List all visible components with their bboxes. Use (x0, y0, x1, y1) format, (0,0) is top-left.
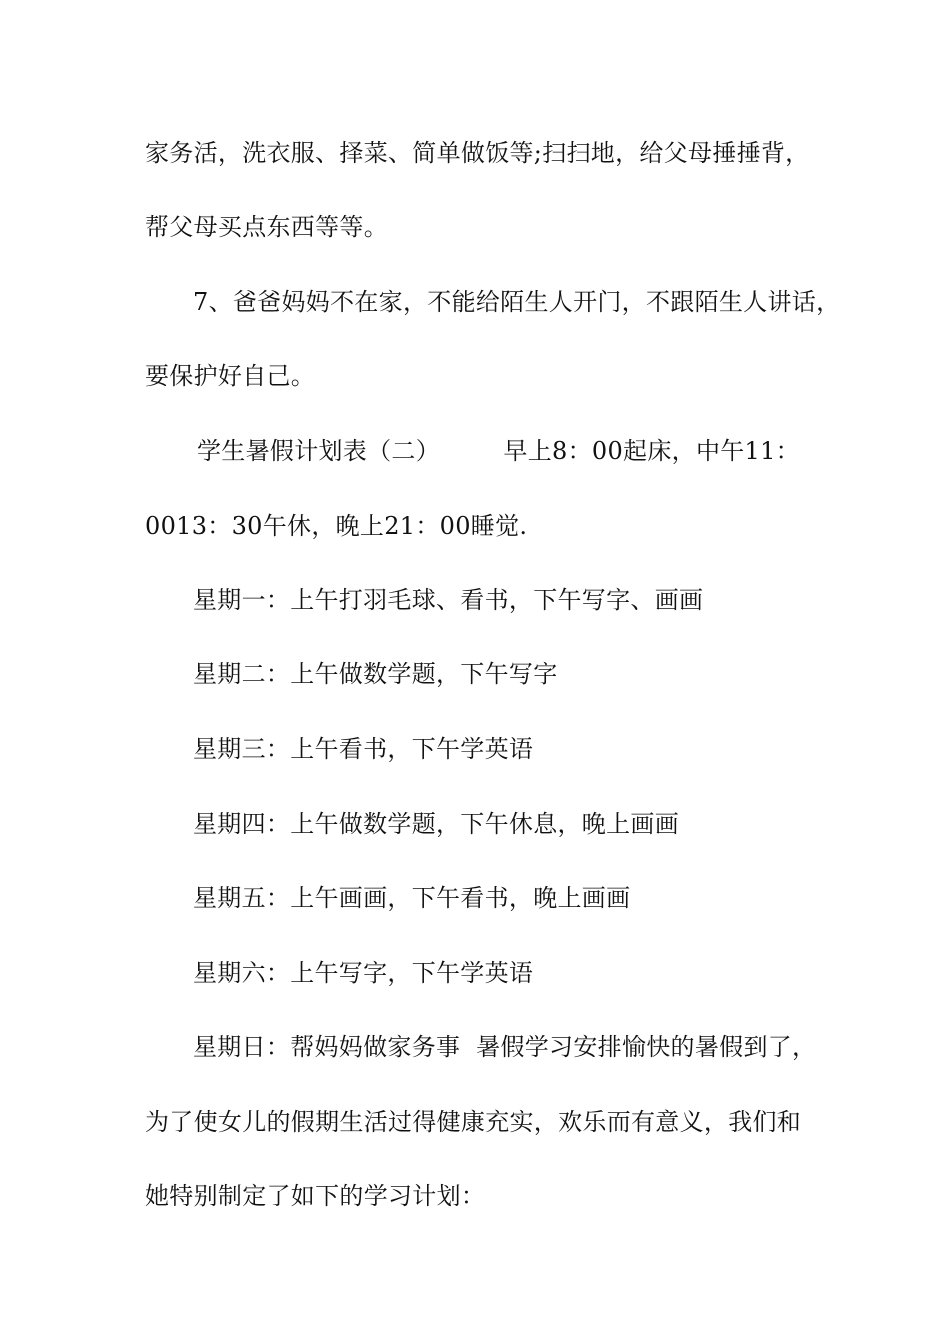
paragraph-line: 星期六：上午写字，下午学英语 (193, 959, 534, 987)
paragraph-line: 星期四：上午做数学题，下午休息，晚上画画 (193, 810, 679, 838)
paragraph-line: 星期一：上午打羽毛球、看书，下午写字、画画 (193, 586, 704, 614)
paragraph-line: 7、爸爸妈妈不在家，不能给陌生人开门，不跟陌生人讲话， (193, 288, 841, 316)
paragraph-line: 她特别制定了如下的学习计划： (145, 1182, 486, 1210)
paragraph-line: 学生暑假计划表（二） 早上8：00起床，中午11： (197, 437, 800, 465)
paragraph-line: 星期日：帮妈妈做家务事 暑假学习安排愉快的暑假到了， (193, 1033, 817, 1061)
paragraph-line: 星期二：上午做数学题，下午写字 (193, 660, 558, 688)
paragraph-line: 帮父母买点东西等等。 (145, 213, 388, 241)
paragraph-line: 星期三：上午看书，下午学英语 (193, 735, 534, 763)
paragraph-line: 星期五：上午画画，下午看书，晚上画画 (193, 884, 631, 912)
paragraph-line: 要保护好自己。 (145, 362, 316, 390)
paragraph-line: 为了使女儿的假期生活过得健康充实，欢乐而有意义，我们和 (145, 1108, 802, 1136)
paragraph-line: 家务活，洗衣服、择菜、简单做饭等;扫扫地，给父母捶捶背， (145, 139, 810, 167)
paragraph-line: 0013：30午休，晚上21：00睡觉. (145, 512, 528, 540)
